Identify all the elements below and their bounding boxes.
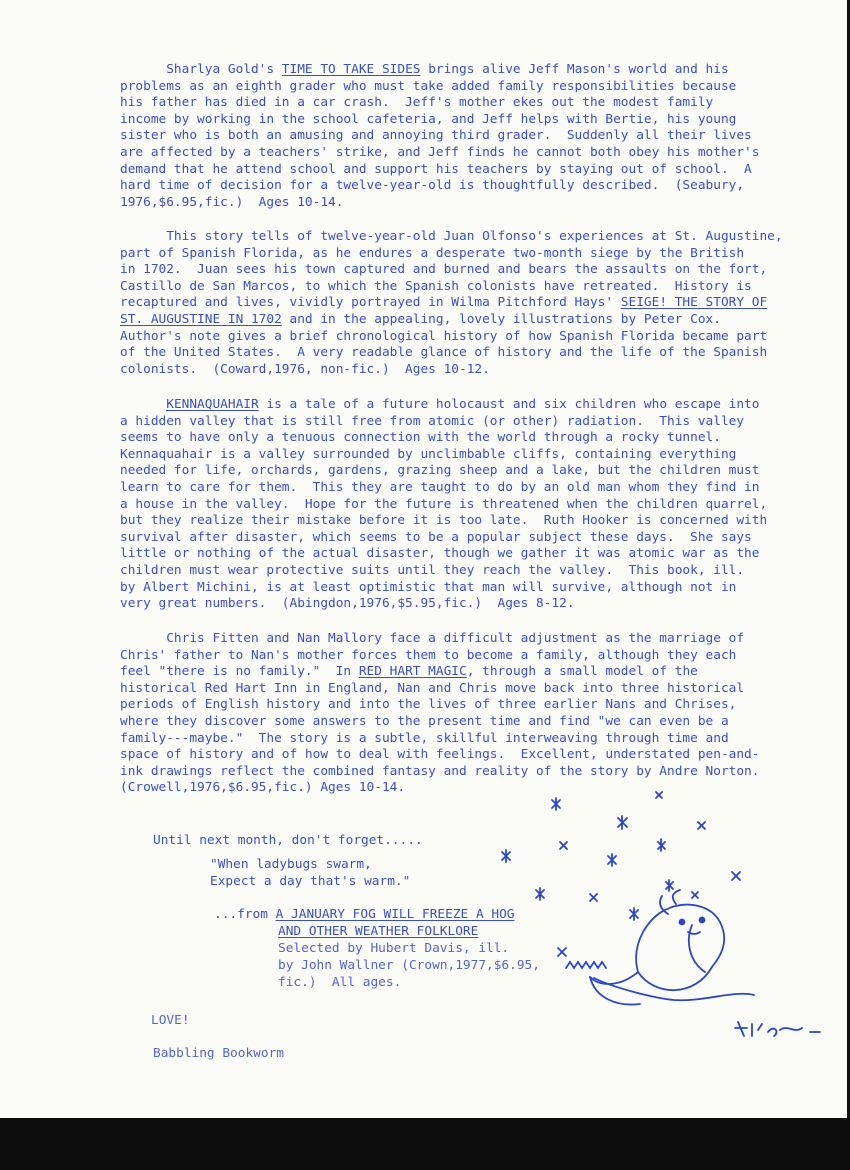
closing-intro: Until next month, don't forget..... [153,833,423,848]
review-line [120,463,759,480]
review-line [120,731,729,748]
review-line [120,345,767,362]
text-segment: in 1702. Juan sees his town captured and burned and bears the assaults on the fort, [120,262,768,278]
review-line [120,513,767,530]
review-line [120,95,713,112]
text-segment: , through a small model of the [466,664,698,680]
review-line [120,747,759,764]
bookworm-drawing [480,782,840,1072]
text-segment: part of Spanish Florida, as he endures a desperate two-month siege by the British [120,245,745,261]
text-segment: Author's note gives a brief chronological history of how Spanish Florida became part [120,328,768,344]
text-segment: brings alive Jeff Mason's world and his [420,62,729,77]
review-line [120,112,736,129]
folklore-title-2: AND OTHER WEATHER FOLKLORE [278,924,479,939]
review-line [120,145,759,162]
text-segment: recaptured and lives, vividly portrayed in Wilma Pitchford Hays' [120,295,621,311]
review-line [120,697,736,714]
quote-line-2: Expect a day that's warm." [210,874,411,889]
text-segment: feel "there is no family." In [120,664,359,680]
text-segment: needed for life, orchards, gardens, grazing sheep and a lake, but the children must [120,463,760,479]
folklore-credit-2: by John Wallner (Crown,1977,$6.95, [278,958,540,973]
text-segment: Kennaquahair is a valley surrounded by unclimbable cliffs, containing everything [120,446,737,462]
text-segment: children must wear protective suits until they reach the valley. This book, ill. [120,563,745,578]
text-segment: are affected by a teachers' strike, and Jeff finds he cannot both obey his mother's [120,145,760,160]
quote-line-1: "When ladybugs swarm, [210,857,372,872]
text-segment: of the United States. A very readable glance of history and the life of the Spanish [120,345,768,361]
review-line [120,262,767,279]
text-segment: ink drawings reflect the combined fantasy and reality of the story by Andre Norton. [120,763,760,779]
review-line [120,128,752,145]
text-segment: income by working in the school cafeteria, and Jeff helps with Bertie, his young [120,111,737,127]
book-title: ST. AUGUSTINE IN 1702 [120,312,282,327]
review-line [120,580,736,597]
review-line [120,79,736,96]
review-line [120,397,759,414]
folklore-credit-1: Selected by Hubert Davis, ill. [278,941,510,956]
review-line [120,530,752,547]
review-line [120,414,744,431]
review-line [120,62,729,79]
text-segment: Chris' father to Nan's mother forces them to become a family, although they each [120,647,737,663]
review-line [120,714,729,731]
review-line [120,546,759,563]
review-line [120,681,744,698]
review-line [120,480,759,497]
review-line [120,780,405,797]
book-title: KENNAQUAHAIR [166,397,259,412]
review-line [120,279,752,296]
review-line [120,362,490,379]
text-segment: Castillo de San Marcos, to which the Spanish colonists have retreated. History is [120,278,752,294]
text-segment: survival after disaster, which seems to be a popular subject these days. She says [120,529,752,545]
text-segment: demand that he attend school and support his teachers by staying out of school. A [120,161,752,177]
text-segment: where they discover some answers to the present time and find "we can even be a [120,714,729,729]
review-line [120,648,736,665]
folklore-title-1: A JANUARY FOG WILL FREEZE A HOG [275,907,515,922]
review-line [120,312,721,329]
review-line [120,664,698,681]
text-segment: periods of English history and into the lives of three earlier Nans and Chrises, [120,697,737,713]
text-segment: his father has died in a car crash. Jeff's mother ekes out the modest family [120,95,714,111]
book-title: SEIGE! THE STORY OF [620,295,768,311]
snowflake-icon [502,792,740,956]
text-segment: hard time of decision for a twelve-year-old is thoughtfully described. (Seabury, [120,178,745,194]
text-segment: but they realize their mistake before it is too late. Ruth Hooker is concerned with [120,513,768,529]
text-segment: learn to care for them. This they are taught to do by an old man whom they find in [120,480,760,495]
text-segment: little or nothing of the actual disaster, though we gather it was atomic war as the [120,546,760,562]
text-segment: This story tells of twelve-year-old Juan Olfonso's experiences at St. Augustine, [120,229,783,244]
text-segment: (Crowell,1976,$6.95,fic.) Ages 10-14. [120,780,406,796]
text-segment: seems to have only a tenuous connection with the world through a rocky tunnel. [120,430,721,446]
text-segment: by Albert Michini, is at least optimistic that man will survive, although not in [120,579,737,595]
text-segment: and in the appealing, lovely illustrations by Peter Cox. [281,312,721,327]
review-line [120,295,767,312]
review-line [120,329,767,346]
review-line [120,764,759,781]
text-segment: problems as an eighth grader who must take added family responsibilities because [120,78,737,94]
signature: Babbling Bookworm [153,1046,284,1061]
from-prefix: ...from [214,907,276,922]
text-segment: very great numbers. (Abingdon,1976,$5.95,fic.) Ages 8-12. [120,596,575,612]
review-line [120,563,744,580]
text-segment: sister who is both an amusing and annoying third grader. Suddenly all their lives [120,128,752,144]
text-segment: colonists. (Coward,1976, non-fic.) Ages 10-12. [120,361,490,377]
review-line [120,195,343,212]
text-segment: historical Red Hart Inn in England, Nan and Chris move back into three historical [120,680,745,696]
review-line [120,497,767,514]
text-segment: a house in the valley. Hope for the future is threatened when the children quarrel, [120,496,768,512]
book-title: RED HART MAGIC [358,664,467,680]
review-line [120,596,575,613]
review-line [120,178,744,195]
from-line [214,907,514,924]
review-line [120,229,783,246]
text-segment: Sharlya Gold's [120,62,282,77]
love-line: LOVE! [151,1013,190,1028]
text-segment: family---maybe." The story is a subtle, skillful interweaving through time and [120,730,729,746]
review-line [120,246,744,263]
text-segment: Chris Fitten and Nan Mallory face a difficult adjustment as the marriage of [120,631,745,646]
review-line [120,162,752,179]
text-segment: space of history and of how to deal with feelings. Excellent, understated pen-and- [120,747,760,763]
scan-border [0,1118,850,1170]
text-segment: is a tale of a future holocaust and six children who escape into [258,397,760,412]
review-line [120,430,721,447]
review-line [120,447,736,464]
text-segment [120,397,166,412]
text-segment: a hidden valley that is still free from atomic (or other) radiation. This valley [120,413,745,429]
review-line [120,631,744,648]
text-segment: 1976,$6.95,fic.) Ages 10-14. [120,194,344,210]
book-title: TIME TO TAKE SIDES [281,62,421,77]
folklore-credit-3: fic.) All ages. [278,975,402,990]
